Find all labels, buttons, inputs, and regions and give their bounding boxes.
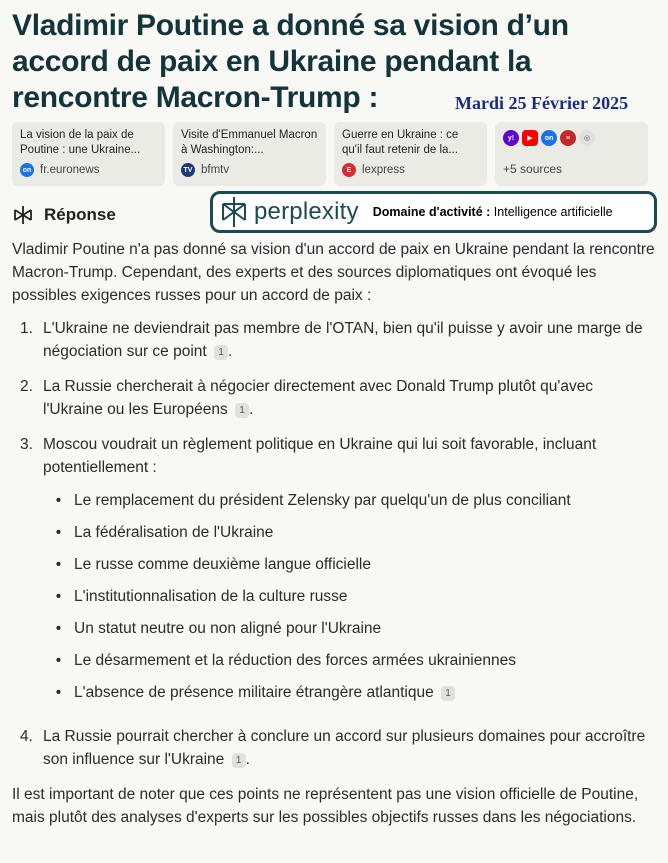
euronews-icon: on xyxy=(541,130,557,146)
sub-item-text: Un statut neutre ou non aligné pour l'Ukraine xyxy=(74,620,382,637)
list-item: 2. La Russie chercherait à négocier directement avec Donald Trump plutôt qu'avec l'Ukraine ou les Européens 1 . xyxy=(12,375,657,421)
source-card[interactable] xyxy=(173,122,326,186)
sub-list xyxy=(43,489,657,704)
list-item-text: La Russie chercherait à négocier directement avec Donald Trump plutôt qu'avec l'Ukraine ou les Européens xyxy=(43,378,594,418)
sub-list-item: • La fédéralisation de l'Ukraine xyxy=(43,521,657,544)
list-item: 1. L'Ukraine ne deviendrait pas membre de l'OTAN, bien qu'il puisse y avoir une marge de négociation sur ce point 1 . xyxy=(12,317,657,363)
source-title: Visite d'Emmanuel Macron à Washington:... xyxy=(181,129,318,156)
domain-info xyxy=(373,205,613,219)
answer-intro: Vladimir Poutine n'a pas donné sa vision d'un accord de paix en Ukraine pendant la rencontre Macron-Trump. Cependant, des experts et des sources diplomatiques ont évoqué les possibles exigences russes pour un accord de paix : xyxy=(12,241,655,304)
source-title: La vision de la paix de Poutine : une Ukraine... xyxy=(20,129,141,156)
citation-badge[interactable]: 1 xyxy=(441,686,455,701)
answer-content xyxy=(12,238,657,829)
youtube-icon: ▶ xyxy=(522,130,538,146)
answer-header xyxy=(12,204,116,226)
list-number: 3. xyxy=(20,436,33,453)
sub-list-item: • L'absence de présence militaire étrangère atlantique 1 xyxy=(43,681,657,704)
list-item-text: L'Ukraine ne deviendrait pas membre de l'OTAN, bien qu'il puisse y avoir une marge de négociation sur ce point xyxy=(43,320,643,360)
citation-badge[interactable]: 1 xyxy=(214,345,228,360)
date-label: Mardi 25 Février 2025 xyxy=(455,93,629,113)
list-item-text: La Russie pourrait chercher à conclure un accord sur plusieurs domaines pour accroître son influence sur l'Ukraine xyxy=(43,728,646,768)
answer-label: Réponse xyxy=(44,205,116,224)
more-sources-label: +5 sources xyxy=(503,162,563,176)
sub-item-text: Le remplacement du président Zelensky par quelqu'un de plus conciliant xyxy=(74,492,571,509)
sub-list-item: • Le russe comme deuxième langue officielle xyxy=(43,553,657,576)
citation-badge[interactable]: 1 xyxy=(232,753,246,768)
source-red-icon: ≡ xyxy=(560,130,576,146)
source-site: fr.euronews xyxy=(40,164,100,176)
source-card[interactable] xyxy=(334,122,487,186)
sub-item-text: L'absence de présence militaire étrangère atlantique xyxy=(74,684,434,701)
page-title: Vladimir Poutine a donné sa vision d’un accord de paix en Ukraine pendant la rencontre Macron-Trump : xyxy=(12,9,569,114)
answer-outro: Il est important de noter que ces points ne représentent pas une vision officielle de Poutine, mais plutôt des analyses d'experts sur les possibles objectifs russes dans les négociations. xyxy=(12,786,639,826)
yahoo-icon: y! xyxy=(503,130,519,146)
sub-item-text: L'institutionnalisation de la culture russe xyxy=(74,588,348,605)
perplexity-logo-icon xyxy=(219,196,249,228)
sub-item-text: La fédéralisation de l'Ukraine xyxy=(74,524,274,541)
sub-list-item: • Le désarmement et la réduction des forces armées ukrainiennes xyxy=(43,649,657,672)
source-site: bfmtv xyxy=(201,164,230,176)
source-site: lexpress xyxy=(362,164,405,176)
sub-item-text: Le russe comme deuxième langue officielle xyxy=(74,556,371,573)
more-sources-card[interactable] xyxy=(495,122,648,186)
perplexity-answer-icon xyxy=(12,204,34,226)
sub-list-item: • L'institutionnalisation de la culture russe xyxy=(43,585,657,608)
answer-list xyxy=(12,317,657,771)
sub-list-item: • Un statut neutre ou non aligné pour l'Ukraine xyxy=(43,617,657,640)
bfmtv-icon: TV xyxy=(181,163,195,177)
list-number: 4. xyxy=(20,728,33,745)
domain-label: Domaine d'activité : xyxy=(372,205,491,219)
globe-icon: ◎ xyxy=(579,130,595,146)
list-item: 4. La Russie pourrait chercher à conclure un accord sur plusieurs domaines pour accroître son influence sur l'Ukraine 1 . xyxy=(12,725,657,771)
domain-value: Intelligence artificielle xyxy=(493,205,613,219)
euronews-icon: on xyxy=(20,163,34,177)
list-item-text: Moscou voudrait un règlement politique en Ukraine qui lui soit favorable, incluant potentiellement : xyxy=(43,436,597,476)
citation-badge[interactable]: 1 xyxy=(235,403,249,418)
perplexity-banner xyxy=(210,191,657,233)
lexpress-icon: E xyxy=(342,163,356,177)
sub-item-text: Le désarmement et la réduction des forces armées ukrainiennes xyxy=(74,652,516,669)
list-number: 2. xyxy=(20,378,33,395)
list-item xyxy=(12,433,657,713)
source-title: Guerre en Ukraine : ce qu'il faut retenir de la... xyxy=(342,129,459,156)
perplexity-brand: perplexity xyxy=(254,198,359,225)
list-number: 1. xyxy=(20,320,33,337)
source-card[interactable] xyxy=(12,122,165,186)
sub-list-item: • Le remplacement du président Zelensky par quelqu'un de plus conciliant xyxy=(43,489,657,512)
